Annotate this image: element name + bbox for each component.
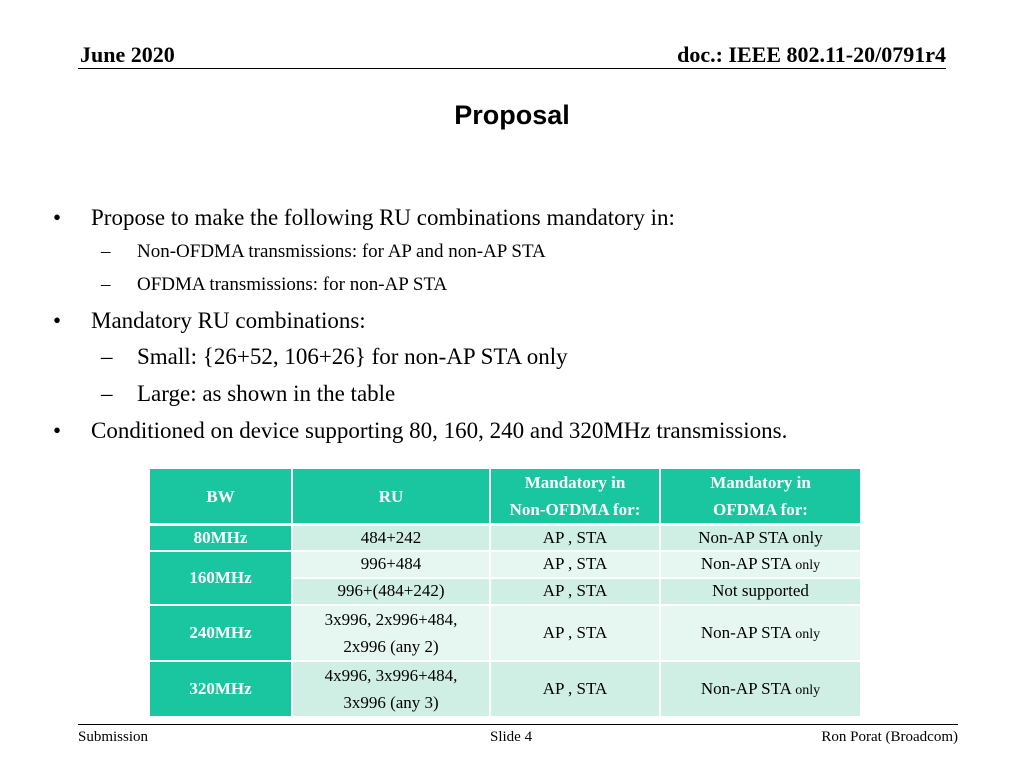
header-ofdma-line1: Mandatory in xyxy=(710,473,811,492)
sub-dash: – xyxy=(101,344,113,369)
footer-slide-number: Slide 4 xyxy=(490,729,533,745)
header-bw: BW xyxy=(150,469,292,525)
cell-ofdma-only: only xyxy=(795,682,821,698)
bullet-1 xyxy=(53,204,675,232)
table-row xyxy=(150,605,860,661)
bullet-3-text: Conditioned on device supporting 80, 160, 240 and 320MHz transmissions. xyxy=(91,418,788,443)
bullet-dot: • xyxy=(53,418,62,443)
bullet-1-sub-1 xyxy=(101,240,546,264)
header-non-ofdma xyxy=(490,469,660,525)
cell-ru: 996+(484+242) xyxy=(292,578,490,605)
cell-non-ofdma: AP , STA xyxy=(490,578,660,605)
cell-ofdma-only: only xyxy=(795,626,821,642)
cell-ofdma: Non-AP STA only xyxy=(660,525,860,551)
cell-ru xyxy=(292,661,490,717)
footer-left: Submission xyxy=(78,729,149,745)
cell-ofdma-main: Non-AP STA xyxy=(700,678,791,698)
footer-divider xyxy=(78,724,958,725)
table-row xyxy=(150,525,860,551)
cell-ofdma xyxy=(660,551,860,578)
header-doc-id: doc.: IEEE 802.11-20/0791r4 xyxy=(677,42,946,67)
table-header-row xyxy=(150,469,860,525)
cell-ofdma-only: only xyxy=(795,558,821,573)
cell-bw: 240MHz xyxy=(150,605,292,661)
header-non-ofdma-line2: Non-OFDMA for: xyxy=(509,500,641,519)
header-ofdma xyxy=(660,469,860,525)
cell-ofdma-main: Non-AP STA xyxy=(700,622,791,642)
bullet-2-sub-1-text: Small: {26+52, 106+26} for non-AP STA only xyxy=(137,344,568,369)
header-date: June 2020 xyxy=(80,42,175,67)
cell-ofdma xyxy=(660,661,860,717)
bullet-2-sub-1 xyxy=(101,343,568,371)
bullet-1-sub-2-text: OFDMA transmissions: for non-AP STA xyxy=(137,274,448,295)
cell-ru: 484+242 xyxy=(292,525,490,551)
table-row xyxy=(150,661,860,717)
bullet-dot: • xyxy=(53,205,62,230)
cell-ru-line2: 2x996 (any 2) xyxy=(343,636,439,656)
cell-bw: 80MHz xyxy=(150,525,292,551)
bullet-3 xyxy=(53,417,788,445)
cell-ofdma: Not supported xyxy=(660,578,860,605)
bullet-2-text: Mandatory RU combinations: xyxy=(91,308,366,333)
cell-bw: 320MHz xyxy=(150,661,292,717)
cell-non-ofdma: AP , STA xyxy=(490,525,660,551)
cell-ru xyxy=(292,605,490,661)
header-non-ofdma-line1: Mandatory in xyxy=(524,473,626,492)
footer-author: Ron Porat (Broadcom) xyxy=(821,729,958,745)
cell-non-ofdma: AP , STA xyxy=(490,605,660,661)
slide-title: Proposal xyxy=(454,100,570,130)
bullet-2 xyxy=(53,307,366,335)
header-ofdma-line2: OFDMA for: xyxy=(713,500,808,519)
cell-ofdma xyxy=(660,605,860,661)
cell-non-ofdma: AP , STA xyxy=(490,551,660,578)
bullet-2-sub-2 xyxy=(101,380,396,408)
cell-ru-line1: 3x996, 2x996+484, xyxy=(324,609,458,629)
header-ru: RU xyxy=(292,469,490,525)
cell-ru-line2: 3x996 (any 3) xyxy=(343,692,439,712)
bullet-1-sub-1-text: Non-OFDMA transmissions: for AP and non-AP STA xyxy=(137,241,546,262)
sub-dash: – xyxy=(101,241,111,262)
cell-bw: 160MHz xyxy=(150,551,292,605)
bullet-1-text: Propose to make the following RU combinations mandatory in: xyxy=(91,205,675,230)
ru-combinations-table xyxy=(150,469,860,718)
sub-dash: – xyxy=(101,274,111,295)
bullet-1-sub-2 xyxy=(101,273,448,297)
cell-non-ofdma: AP , STA xyxy=(490,661,660,717)
cell-ru-line1: 4x996, 3x996+484, xyxy=(324,665,458,685)
bullet-dot: • xyxy=(53,308,62,333)
header-divider xyxy=(78,68,946,69)
table-row xyxy=(150,551,860,578)
sub-dash: – xyxy=(101,381,113,406)
cell-ru: 996+484 xyxy=(292,551,490,578)
bullet-2-sub-2-text: Large: as shown in the table xyxy=(137,381,396,406)
cell-ofdma-main: Non-AP STA xyxy=(700,554,791,573)
